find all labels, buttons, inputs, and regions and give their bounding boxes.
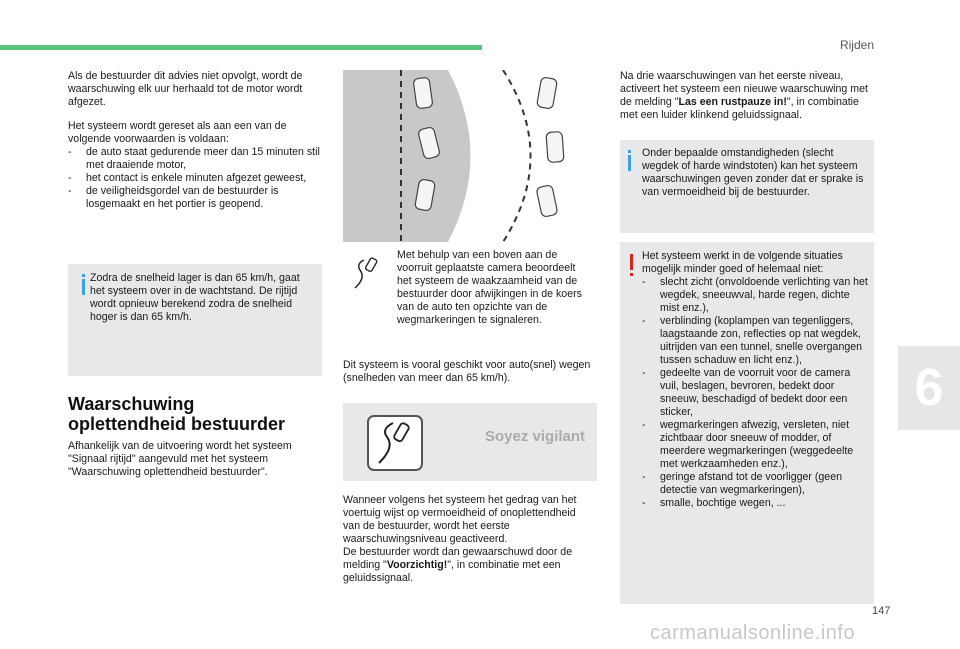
paragraph: Het systeem wordt gereset als aan een van de volgende voorwaarden is voldaan:	[68, 120, 287, 145]
column-2-bottom	[343, 494, 595, 585]
heading-line: oplettendheid bestuurder	[68, 414, 286, 434]
paragraph	[343, 546, 595, 585]
display-message-box	[343, 403, 597, 481]
paragraph: Als de bestuurder dit advies niet opvolgt, wordt de waarschuwing elk uur herhaald tot de motor wordt afgezet.	[68, 70, 303, 108]
limitations-list	[642, 276, 870, 510]
list-item: - gedeelte van de voorruit voor de camera vuil, beslagen, bevroren, bedekt door sneeuw, beschadigd of bedekt door een sticker,	[642, 367, 870, 419]
paragraph: Dit systeem is vooral geschikt voor auto(snel) wegen (snelheden van meer dan 65 km/h).	[343, 359, 591, 384]
column-1	[68, 70, 326, 211]
paragraph	[620, 70, 872, 122]
text-part: ", in combinatie met een geluidssignaal.	[343, 559, 561, 584]
list-item: - het contact is enkele minuten afgezet geweest,	[68, 172, 326, 185]
section-heading	[68, 394, 338, 434]
info-icon	[628, 155, 631, 171]
paragraph: Wanneer volgens het systeem het gedrag van het voertuig wijst op vermoeidheid of onoplettendheid van de bestuurder, wordt het eerste waarschuwingsniveau geactiveerd.	[343, 494, 577, 545]
text-part: Na drie waarschuwingen van het eerste niveau, activeert het systeem een nieuwe waarschuwing met de melding "	[620, 70, 868, 108]
watermark: carmanualsonline.info	[650, 622, 856, 644]
column-3-top	[620, 70, 872, 122]
heading-line: Waarschuwing	[68, 394, 195, 414]
column-1-bottom	[68, 440, 330, 479]
icon-description	[397, 249, 589, 327]
warning-box	[620, 242, 874, 604]
reset-conditions-list	[68, 146, 326, 211]
list-item: - geringe afstand tot de voorligger (geen detectie van wegmarkeringen),	[642, 471, 870, 497]
alert-display-icon	[367, 415, 423, 471]
chapter-number-tab: 6	[898, 346, 960, 430]
chapter-color-bar	[0, 45, 482, 50]
message-name: Las een rustpauze in!	[678, 96, 787, 108]
info-text: Onder bepaalde omstandigheden (slecht wegdek of harde windstoten) kan het systeem waarschuwingen geven zonder dat er sprake is van vermoeidheid bij de bestuurder.	[642, 147, 864, 198]
column-2-text	[343, 359, 593, 385]
display-message: Soyez vigilant	[485, 428, 586, 445]
list-item: - slecht zicht (onvoldoende verlichting van het wegdek, sneeuwval, harde regen, dichte mist enz.),	[642, 276, 870, 315]
driver-attention-icon	[352, 256, 382, 290]
list-item: - verblinding (koplampen van tegenliggers, laagstaande zon, reflecties op nat wegdek, uitrijden van een tunnel, snelle overgangen tussen schaduw en licht enz.),	[642, 315, 870, 367]
info-text: Zodra de snelheid lager is dan 65 km/h, gaat het systeem over in de wachtstand. De rijtijd wordt opnieuw berekend zodra de snelheid hoger is dan 65 km/h.	[90, 272, 300, 323]
list-item: - de auto staat gedurende meer dan 15 minuten stil met draaiende motor,	[68, 146, 326, 172]
list-item: - smalle, bochtige wegen, ...	[642, 497, 870, 510]
chapter-title: Rijden	[839, 38, 874, 52]
driver-attention-icon	[369, 417, 421, 469]
info-box	[620, 140, 874, 233]
message-name: Voorzichtig!	[386, 559, 448, 571]
paragraph: Met behulp van een boven aan de voorruit geplaatste camera beoordeelt het systeem de waakzaamheid van de bestuurder door afwijkingen in de koers van de auto ten opzichte van de wegmarkeringen te signaleren.	[397, 249, 582, 326]
warning-icon	[630, 254, 633, 270]
list-item: - de veiligheidsgordel van de bestuurder is losgemaakt en het portier is geopend.	[68, 185, 326, 211]
text-part: ", in combinatie met een luider klinkend geluidssignaal.	[620, 96, 859, 121]
page-number: 147	[872, 605, 891, 617]
text-part: De bestuurder wordt dan gewaarschuwd door de melding "	[343, 546, 573, 571]
info-icon	[82, 279, 85, 295]
info-box	[68, 264, 322, 376]
lane-departure-illustration	[343, 70, 597, 242]
paragraph: Afhankelijk van de uitvoering wordt het systeem "Signaal rijtijd" aangevuld met het systeem "Waarschuwing oplettendheid bestuurder".	[68, 440, 292, 478]
warning-content	[642, 250, 870, 510]
list-item: - wegmarkeringen afwezig, versleten, niet zichtbaar door sneeuw of modder, of meerdere wegmarkeringen (weggedeelte met werkzaamheden enz.),	[642, 419, 870, 471]
warning-intro: Het systeem werkt in de volgende situaties mogelijk minder goed of helemaal niet:	[642, 250, 843, 275]
